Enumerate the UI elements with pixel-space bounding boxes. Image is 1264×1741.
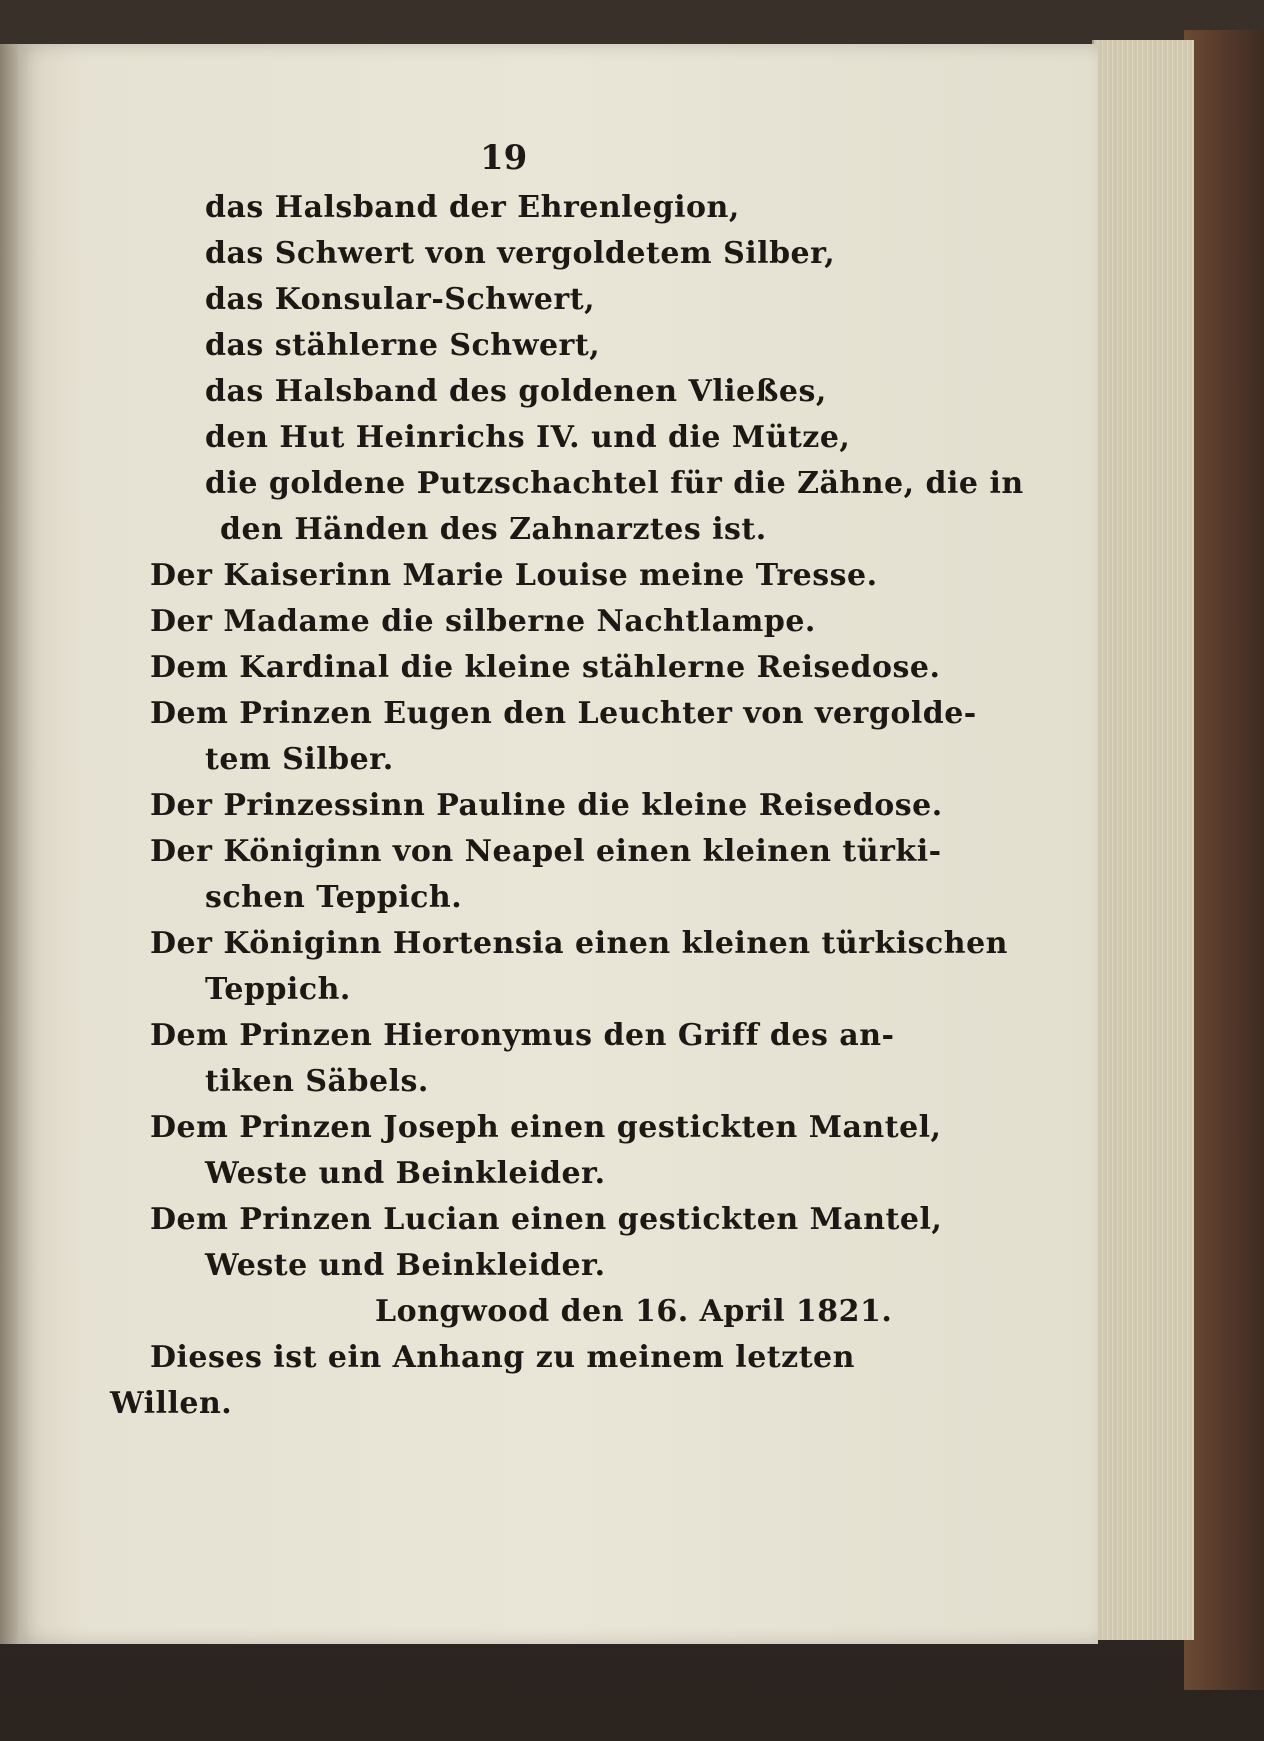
text-line: den Händen des Zahnarztes ist. bbox=[220, 512, 767, 547]
page-number: 19 bbox=[480, 138, 528, 178]
text-line: das Schwert von vergoldetem Silber, bbox=[205, 236, 836, 271]
text-line: Der Königinn Hortensia einen kleinen türkischen bbox=[150, 926, 1008, 961]
text-line: das stählerne Schwert, bbox=[205, 328, 601, 363]
text-line: Der Prinzessinn Pauline die kleine Reisedose. bbox=[150, 788, 943, 823]
text-line: das Halsband der Ehrenlegion, bbox=[205, 190, 740, 225]
text-line: den Hut Heinrichs IV. und die Mütze, bbox=[205, 420, 851, 455]
text-line: Dieses ist ein Anhang zu meinem letzten bbox=[150, 1340, 855, 1375]
text-line: Der Madame die silberne Nachtlampe. bbox=[150, 604, 816, 639]
text-line: Der Königinn von Neapel einen kleinen türki- bbox=[150, 834, 942, 869]
text-line: Der Kaiserinn Marie Louise meine Tresse. bbox=[150, 558, 878, 593]
text-line: Dem Prinzen Eugen den Leuchter von vergolde- bbox=[150, 696, 977, 731]
text-line: Dem Prinzen Lucian einen gestickten Mantel, bbox=[150, 1202, 943, 1237]
text-line: Weste und Beinkleider. bbox=[205, 1156, 606, 1191]
page-edges bbox=[1092, 40, 1194, 1640]
book-cover-edge bbox=[1184, 30, 1264, 1690]
text-line: Weste und Beinkleider. bbox=[205, 1248, 606, 1283]
text-line: Willen. bbox=[110, 1386, 233, 1421]
text-line: Dem Prinzen Hieronymus den Griff des an- bbox=[150, 1018, 895, 1053]
text-line: das Konsular-Schwert, bbox=[205, 282, 596, 317]
text-line: die goldene Putzschachtel für die Zähne, die in bbox=[205, 466, 1024, 501]
text-line: Teppich. bbox=[205, 972, 351, 1007]
page-text bbox=[110, 185, 1024, 1427]
text-line: tiken Säbels. bbox=[205, 1064, 429, 1099]
text-line: tem Silber. bbox=[205, 742, 394, 777]
text-line: Dem Kardinal die kleine stählerne Reisedose. bbox=[150, 650, 941, 685]
text-line: das Halsband des goldenen Vließes, bbox=[205, 374, 827, 409]
text-line: Dem Prinzen Joseph einen gestickten Mantel, bbox=[150, 1110, 942, 1145]
text-line: schen Teppich. bbox=[205, 880, 463, 915]
date-line: Longwood den 16. April 1821. bbox=[375, 1294, 893, 1329]
